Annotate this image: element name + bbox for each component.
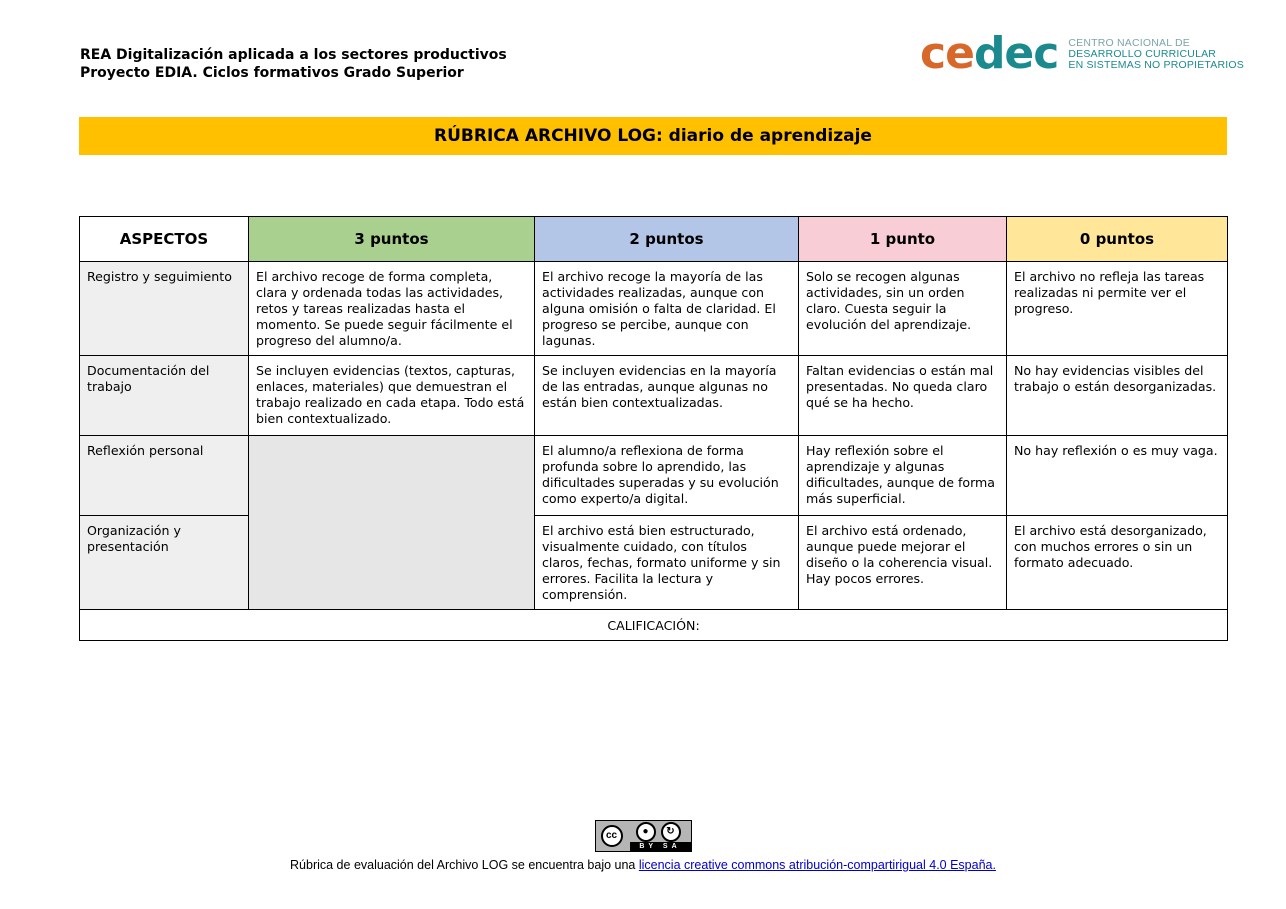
aspect-cell: Documentación del trabajo: [80, 356, 249, 436]
header-3-puntos: 3 puntos: [249, 217, 535, 262]
license-link[interactable]: licencia creative commons atribución-compartirigual 4.0 España.: [638, 858, 996, 872]
logo-sub-line-2: DESARROLLO CURRICULAR: [1068, 47, 1217, 60]
criterion-cell: Se incluyen evidencias en la mayoría de las entradas, aunque algunas no están bien contextualizadas.: [535, 356, 799, 436]
cedec-logo: [920, 30, 1244, 78]
aspect-cell: Organización y presentación: [80, 516, 249, 610]
aspect-cell: Reflexión personal: [80, 436, 249, 516]
cc-by-sa-icon: [595, 820, 692, 852]
header-line-2: Proyecto EDIA. Ciclos formativos Grado Superior: [80, 65, 464, 81]
criterion-cell: El archivo está ordenado, aunque puede mejorar el diseño o la coherencia visual. Hay pocos errores.: [799, 516, 1007, 610]
criterion-cell: Se incluyen evidencias (textos, capturas, enlaces, materiales) que demuestran el trabajo realizado en cada etapa. Todo está bien contextualizado.: [249, 356, 535, 436]
criterion-cell: El alumno/a reflexiona de forma profunda sobre lo aprendido, las dificultades superadas y su evolución como experto/a digital.: [535, 436, 799, 516]
header-2-puntos: 2 puntos: [535, 217, 799, 262]
header-0-puntos: 0 puntos: [1007, 217, 1228, 262]
criterion-cell: El archivo está desorganizado, con muchos errores o sin un formato adecuado.: [1007, 516, 1228, 610]
criterion-cell: No hay evidencias visibles del trabajo o están desorganizadas.: [1007, 356, 1228, 436]
header-line-1: REA Digitalización aplicada a los sectores productivos: [80, 47, 507, 63]
criterion-cell: El archivo está bien estructurado, visualmente cuidado, con títulos claros, fechas, formato uniforme y sin errores. Facilita la lectura y comprensión.: [535, 516, 799, 610]
sa-share-icon: ↻: [661, 822, 681, 842]
aspect-cell: Registro y seguimiento: [80, 262, 249, 356]
logo-word-teal: dec: [973, 28, 1059, 79]
logo-sub-line-1: CENTRO NACIONAL DE: [1068, 36, 1191, 49]
table-row: [80, 356, 1228, 436]
calificacion-label: CALIFICACIÓN:: [80, 610, 1228, 641]
empty-merged-cell: [249, 436, 535, 610]
document-header: [80, 46, 507, 82]
rubric-table: [79, 216, 1228, 641]
header-1-punto: 1 punto: [799, 217, 1007, 262]
license-text-prefix: Rúbrica de evaluación del Archivo LOG se encuentra bajo una: [290, 858, 639, 872]
header-aspectos: ASPECTOS: [80, 217, 249, 262]
logo-sub-line-3: EN SISTEMAS NO PROPIETARIOS: [1068, 58, 1244, 71]
logo-wordmark: [920, 28, 1059, 79]
criterion-cell: No hay reflexión o es muy vaga.: [1007, 436, 1228, 516]
table-header-row: [80, 217, 1228, 262]
calificacion-row: [80, 610, 1228, 641]
logo-subtitle: [1068, 38, 1244, 71]
criterion-cell: El archivo recoge la mayoría de las actividades realizadas, aunque con alguna omisión o falta de claridad. El progreso se percibe, aunque con lagunas.: [535, 262, 799, 356]
license-footer: [0, 820, 1286, 872]
cc-badge-label: BY SA: [630, 842, 691, 851]
table-row: [80, 436, 1228, 516]
rubric-title: RÚBRICA ARCHIVO LOG: diario de aprendizaje: [79, 117, 1227, 155]
criterion-cell: Hay reflexión sobre el aprendizaje y algunas dificultades, aunque de forma más superficial.: [799, 436, 1007, 516]
license-text: [0, 858, 1286, 872]
table-row: [80, 262, 1228, 356]
cc-icon: cc: [601, 825, 623, 847]
logo-word-orange: ce: [920, 28, 974, 79]
criterion-cell: Faltan evidencias o están mal presentadas. No queda claro qué se ha hecho.: [799, 356, 1007, 436]
by-person-icon: ●: [636, 822, 656, 842]
criterion-cell: El archivo no refleja las tareas realizadas ni permite ver el progreso.: [1007, 262, 1228, 356]
criterion-cell: El archivo recoge de forma completa, clara y ordenada todas las actividades, retos y tareas realizadas hasta el momento. Se puede seguir fácilmente el progreso del alumno/a.: [249, 262, 535, 356]
criterion-cell: Solo se recogen algunas actividades, sin un orden claro. Cuesta seguir la evolución del aprendizaje.: [799, 262, 1007, 356]
